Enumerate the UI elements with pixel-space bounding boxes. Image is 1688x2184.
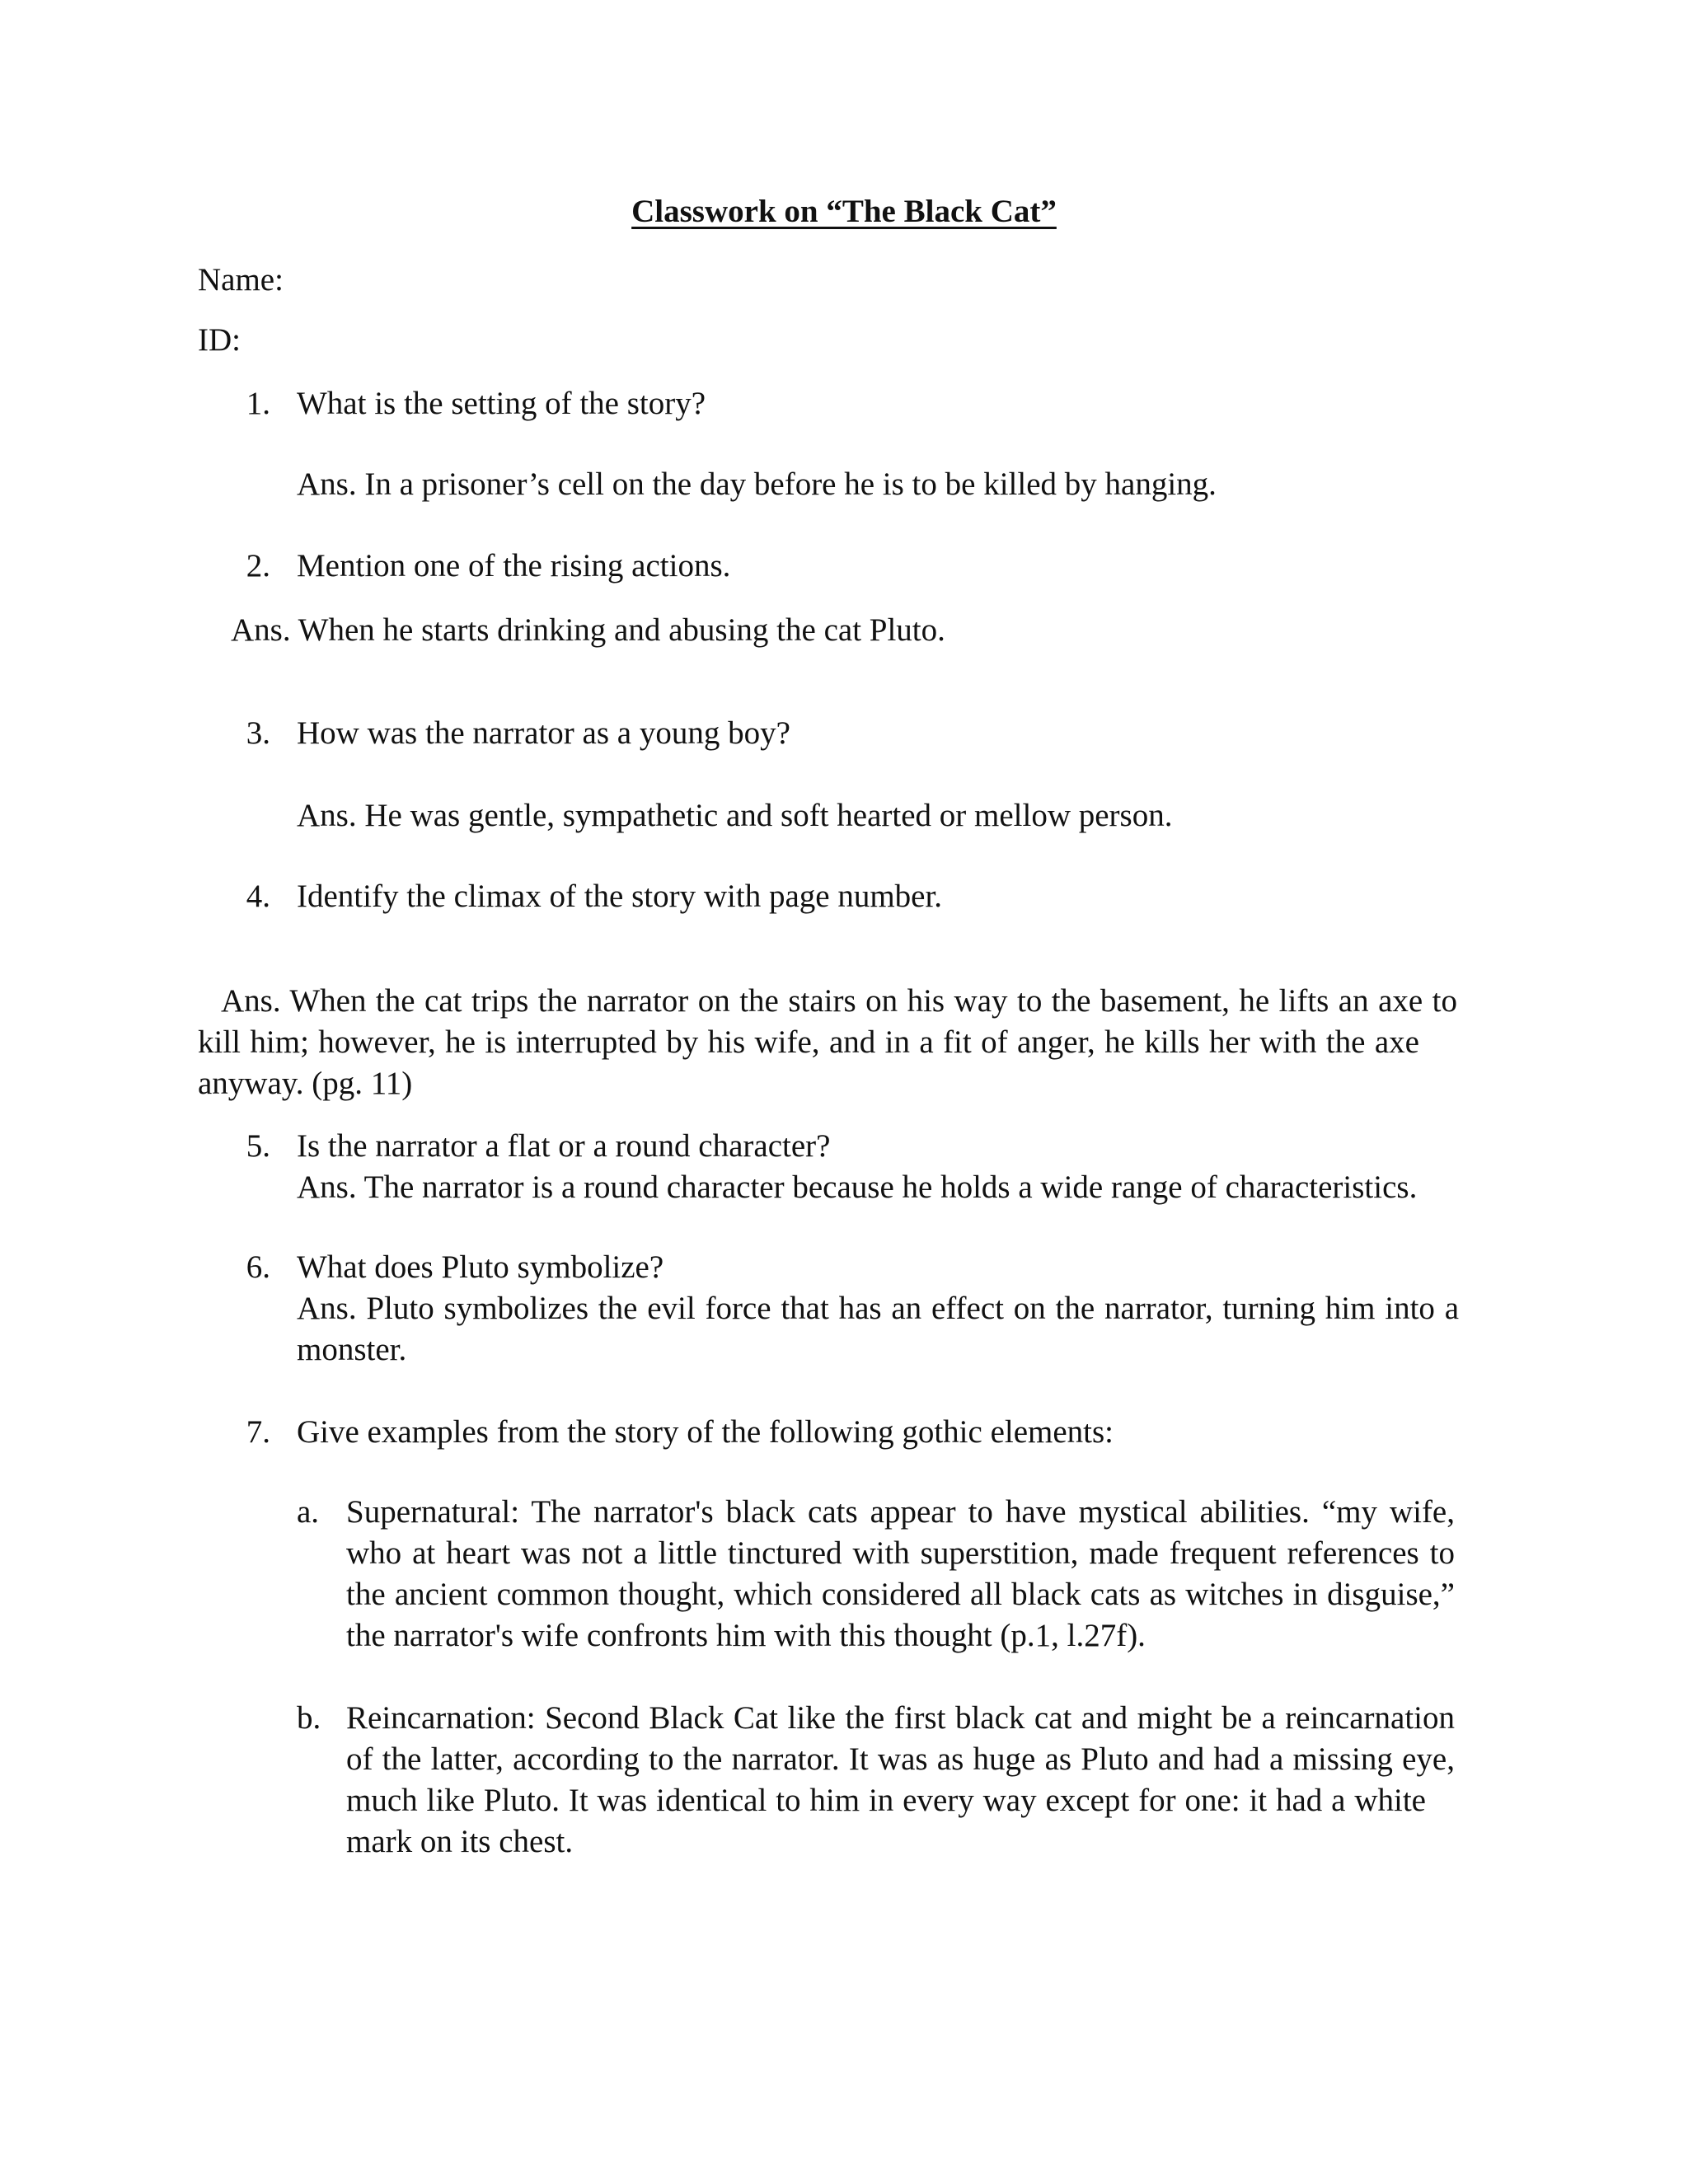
question-text: What is the setting of the story? bbox=[297, 386, 706, 421]
answer-text-line: Ans. When the cat trips the narrator on the stairs on his way to the basement, he lifts an axe to bbox=[221, 983, 1457, 1019]
question-number: 3. bbox=[246, 715, 270, 751]
question-text: Give examples from the story of the following gothic elements: bbox=[297, 1414, 1114, 1450]
sub-item-line: mark on its chest. bbox=[346, 1824, 574, 1859]
answer-text-line: anyway. (pg. 11) bbox=[198, 1066, 413, 1101]
question-text: How was the narrator as a young boy? bbox=[297, 715, 790, 751]
question-text: Is the narrator a flat or a round character? bbox=[297, 1128, 831, 1164]
answer-text-line: monster. bbox=[297, 1332, 407, 1367]
id-label: ID: bbox=[198, 322, 241, 358]
page-title: Classwork on “The Black Cat” bbox=[631, 194, 1057, 229]
sub-item-line: who at heart was not a little tinctured with superstition, made frequent references to bbox=[346, 1535, 1455, 1571]
answer-text: Ans. In a prisoner’s cell on the day before he is to be killed by hanging. bbox=[297, 466, 1217, 502]
answer-text-line: Ans. Pluto symbolizes the evil force that has an effect on the narrator, turning him into a bbox=[297, 1291, 1459, 1326]
question-number: 1. bbox=[246, 386, 270, 421]
sub-item-letter: a. bbox=[297, 1494, 320, 1530]
sub-item-line: of the latter, according to the narrator. It was as huge as Pluto and had a missing eye, bbox=[346, 1741, 1455, 1777]
sub-item-line: Reincarnation: Second Black Cat like the first black cat and might be a reincarnation bbox=[346, 1700, 1455, 1736]
question-number: 2. bbox=[246, 548, 270, 583]
answer-text: Ans. He was gentle, sympathetic and soft hearted or mellow person. bbox=[297, 798, 1173, 833]
sub-item-letter: b. bbox=[297, 1700, 321, 1736]
answer-text: Ans. When he starts drinking and abusing the cat Pluto. bbox=[231, 612, 945, 648]
sub-item-line: much like Pluto. It was identical to him in every way except for one: it had a white bbox=[346, 1783, 1426, 1818]
sub-item-line: the ancient common thought, which considered all black cats as witches in disguise,” bbox=[346, 1577, 1455, 1612]
question-number: 5. bbox=[246, 1128, 270, 1164]
sub-item-line: Supernatural: The narrator's black cats appear to have mystical abilities. “my wife, bbox=[346, 1494, 1455, 1530]
question-number: 7. bbox=[246, 1414, 270, 1450]
question-text: Mention one of the rising actions. bbox=[297, 548, 731, 583]
name-label: Name: bbox=[198, 262, 284, 298]
question-number: 6. bbox=[246, 1249, 270, 1285]
sub-item-line: the narrator's wife confronts him with this thought (p.1, l.27f). bbox=[346, 1618, 1146, 1653]
question-text: Identify the climax of the story with page number. bbox=[297, 879, 943, 914]
question-number: 4. bbox=[246, 879, 270, 914]
answer-text-line: kill him; however, he is interrupted by his wife, and in a fit of anger, he kills her with the axe bbox=[198, 1024, 1419, 1060]
question-text: What does Pluto symbolize? bbox=[297, 1249, 664, 1285]
answer-text: Ans. The narrator is a round character because he holds a wide range of characteristics. bbox=[297, 1169, 1418, 1205]
